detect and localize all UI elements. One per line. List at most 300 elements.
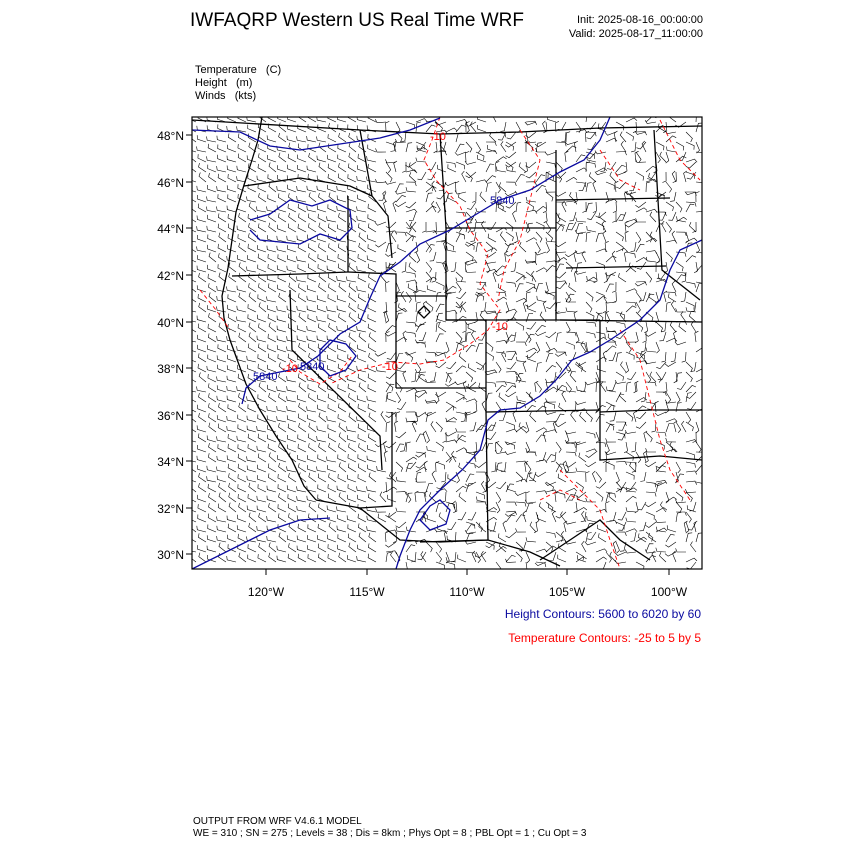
wind-barb — [616, 152, 627, 156]
wind-barb — [277, 336, 286, 342]
wind-barb — [239, 503, 246, 512]
wind-barb — [348, 114, 356, 123]
wind-barb — [328, 174, 336, 182]
wind-barb — [475, 219, 486, 223]
wind-barb — [516, 502, 526, 507]
wind-barb — [207, 136, 217, 142]
wind-barb — [287, 245, 296, 252]
wind-barb — [218, 365, 226, 372]
wind-barb — [319, 193, 327, 202]
wind-barb — [278, 484, 286, 492]
wind-barb — [375, 222, 386, 225]
wind-barb — [198, 405, 206, 412]
wind-barb — [426, 231, 437, 235]
wind-barb — [358, 514, 366, 522]
wind-barb — [687, 402, 696, 409]
wind-barb — [288, 445, 296, 452]
wind-barb — [208, 333, 216, 342]
wind-barb — [357, 266, 366, 272]
wind-barb — [686, 302, 694, 310]
lon-label: 100°W — [650, 585, 688, 599]
wind-barb — [197, 386, 207, 392]
wind-barb — [439, 513, 446, 523]
wind-barb — [647, 172, 656, 180]
wind-barb — [267, 536, 276, 542]
wind-barb — [491, 462, 496, 472]
wind-barb — [606, 502, 610, 513]
wind-barb — [328, 554, 336, 562]
wind-barb — [646, 512, 654, 520]
wind-barb — [218, 145, 226, 153]
wind-barb — [327, 365, 336, 372]
wind-barb — [347, 376, 356, 382]
wind-barb — [199, 413, 206, 422]
wind-barb — [579, 453, 586, 462]
wind-barb — [218, 444, 226, 452]
wind-barbs — [187, 111, 708, 573]
wind-barb — [279, 533, 286, 542]
wind-barb — [348, 495, 357, 502]
wind-barb — [652, 422, 657, 432]
wind-barb — [309, 473, 316, 482]
wind-barb — [269, 543, 276, 553]
wind-barb — [209, 413, 217, 422]
wind-barb — [446, 406, 456, 412]
wind-barb — [238, 415, 246, 422]
wind-barb — [406, 232, 413, 241]
wind-barb — [237, 286, 246, 292]
wind-barb — [327, 416, 336, 422]
wind-barb — [656, 372, 661, 383]
wind-barb — [606, 182, 614, 190]
wind-barb — [199, 393, 207, 402]
wind-barb — [466, 462, 475, 468]
wind-barb — [456, 162, 464, 169]
wind-barb — [536, 148, 546, 152]
wind-barb — [500, 232, 506, 243]
wind-barb — [565, 431, 576, 434]
wind-barb — [347, 435, 356, 442]
wind-barb — [239, 553, 246, 562]
wind-barb — [682, 272, 686, 282]
wind-barb — [664, 291, 667, 302]
wind-barb — [229, 483, 236, 492]
wind-barb — [427, 446, 436, 452]
wind-barb — [207, 366, 216, 372]
wind-barb — [466, 172, 472, 182]
wind-barb — [367, 156, 376, 162]
wind-barb — [208, 324, 216, 332]
wind-barb — [337, 306, 346, 312]
wind-barb — [229, 493, 236, 502]
wind-barb — [307, 206, 316, 212]
wind-barb — [606, 312, 610, 323]
wind-barb — [348, 254, 356, 263]
wind-barb — [259, 513, 266, 522]
wind-barb — [546, 242, 550, 253]
wind-barb — [586, 332, 595, 338]
wind-barb — [686, 471, 697, 475]
wind-barb — [317, 205, 326, 212]
wind-barb — [228, 535, 236, 542]
wind-barb — [656, 322, 663, 332]
wind-barb — [299, 383, 306, 392]
wind-barb — [386, 442, 396, 448]
wind-barb — [383, 302, 387, 313]
wind-barb — [619, 273, 627, 282]
wind-barb — [359, 533, 366, 542]
wind-barb — [358, 495, 367, 502]
wind-barb — [278, 504, 286, 512]
wind-barb — [346, 277, 356, 283]
wind-barb — [368, 185, 376, 192]
wind-barb — [466, 412, 471, 422]
wind-barb — [349, 143, 356, 153]
wind-barb — [267, 415, 276, 422]
wind-barb — [339, 163, 347, 172]
wind-barb — [596, 557, 607, 562]
wind-barb — [527, 322, 536, 329]
wind-barb — [666, 424, 673, 433]
wind-barb — [446, 418, 456, 422]
wind-barb — [197, 135, 206, 142]
wind-barb — [327, 506, 336, 513]
wind-barb — [684, 171, 687, 182]
wind-barb — [513, 211, 517, 222]
wind-barb — [576, 342, 586, 348]
wind-barb — [415, 491, 419, 502]
wind-barb — [396, 462, 403, 472]
wind-barb — [486, 542, 494, 550]
wind-barb — [288, 204, 296, 212]
wind-barb — [596, 212, 606, 218]
wind-barb — [695, 331, 699, 342]
wind-barb — [268, 195, 276, 203]
wind-barb — [571, 411, 576, 422]
wind-barb — [328, 164, 336, 172]
wind-barb — [396, 527, 406, 532]
wind-barb — [406, 388, 417, 392]
wind-barb — [618, 512, 626, 520]
wind-barb — [391, 552, 397, 563]
wind-barb — [277, 265, 286, 272]
wind-barb — [576, 442, 580, 452]
wind-barb — [626, 352, 634, 360]
wind-barb — [207, 546, 216, 552]
wind-barb — [198, 294, 206, 302]
wind-barb — [634, 411, 637, 422]
wind-barb — [530, 412, 536, 422]
wind-barb — [569, 283, 576, 292]
wind-barb — [217, 415, 226, 422]
wind-barb — [328, 294, 336, 302]
wind-barb — [358, 293, 366, 302]
wind-barb — [507, 362, 516, 369]
temperature-legend: Temperature Contours: -25 to 5 by 5 — [508, 631, 701, 645]
wind-barb — [585, 452, 596, 458]
wind-barb — [357, 216, 366, 222]
wind-barb — [655, 482, 666, 486]
wind-barb — [396, 412, 400, 422]
wind-barb — [456, 282, 461, 293]
wind-barb — [369, 473, 376, 482]
wind-barb — [526, 422, 529, 433]
wind-barb — [348, 454, 356, 462]
wind-barb — [207, 156, 217, 162]
wind-barb — [586, 533, 592, 543]
wind-barb — [646, 432, 652, 442]
wind-barb — [455, 152, 466, 155]
wind-barb — [348, 125, 356, 133]
wind-barb — [198, 154, 206, 162]
wind-barb — [656, 548, 666, 552]
wind-barb — [228, 355, 237, 362]
wind-barb — [349, 413, 356, 422]
wind-barb — [268, 254, 276, 262]
wind-barb — [639, 522, 646, 531]
wind-barb — [556, 492, 565, 498]
wind-barb — [406, 292, 411, 303]
wind-barb — [593, 202, 597, 213]
wind-barb — [227, 185, 236, 192]
wind-barb — [626, 306, 636, 312]
wind-barb — [436, 462, 444, 469]
wind-barb — [478, 332, 486, 340]
wind-barb — [329, 523, 336, 533]
wind-barb — [259, 543, 266, 552]
wind-barb — [445, 382, 456, 386]
wind-barb — [278, 225, 286, 232]
wind-barb — [198, 364, 206, 372]
wind-barb — [456, 232, 464, 239]
wind-barb — [439, 323, 447, 332]
wind-barb — [391, 231, 396, 242]
wind-barb — [207, 436, 216, 443]
wind-barb — [349, 153, 356, 162]
wind-barb — [636, 422, 646, 428]
wind-barb — [287, 236, 296, 242]
wind-barb — [319, 273, 326, 282]
wind-barb — [217, 296, 226, 302]
height-legend: Height Contours: 5600 to 6020 by 60 — [504, 607, 701, 621]
wind-barb — [506, 502, 516, 506]
wind-barb — [405, 162, 416, 167]
wind-barb — [626, 518, 636, 522]
wind-barb — [503, 521, 506, 532]
wind-barb — [576, 468, 586, 472]
wind-barb — [388, 395, 396, 402]
wind-barb — [555, 242, 566, 247]
wind-barb — [626, 472, 634, 480]
wind-barb — [626, 302, 636, 306]
wind-barb — [516, 202, 521, 212]
wind-barb — [586, 183, 592, 193]
wind-barb — [499, 393, 506, 402]
wind-barb — [298, 554, 306, 562]
field-temperature: Temperature (C) — [195, 64, 282, 76]
wind-barb — [287, 136, 296, 142]
wind-barb — [277, 306, 286, 312]
model-version: OUTPUT FROM WRF V4.6.1 MODEL — [193, 816, 362, 827]
wind-barb — [466, 142, 472, 152]
wind-barb — [646, 522, 657, 528]
wind-barb — [586, 412, 592, 422]
wind-barb — [476, 344, 483, 353]
wind-barb — [586, 312, 594, 320]
wind-barb — [646, 251, 657, 254]
wind-barb — [208, 215, 217, 222]
wind-barb — [656, 142, 664, 150]
wind-barb — [595, 172, 606, 175]
wind-barb — [586, 449, 597, 452]
wind-barb — [383, 482, 387, 493]
wind-barb — [227, 455, 236, 462]
wind-barb — [426, 193, 432, 202]
wind-barb — [686, 522, 689, 533]
wind-barb — [208, 525, 216, 533]
wind-barb — [287, 386, 296, 392]
wind-barb — [277, 165, 286, 172]
wind-barb — [671, 301, 676, 312]
wind-barb — [375, 179, 386, 183]
wind-barb — [197, 226, 206, 232]
wind-barb — [606, 493, 612, 502]
wind-barb — [676, 422, 681, 433]
wind-barb — [620, 392, 627, 402]
wind-barb — [626, 507, 636, 512]
wind-barb — [227, 365, 236, 372]
wind-barb — [380, 492, 386, 502]
wind-barb — [257, 176, 266, 182]
wind-barb — [368, 114, 376, 122]
wind-barb — [677, 382, 686, 389]
wind-barb — [696, 242, 700, 253]
wind-barb — [616, 532, 626, 536]
wind-barb — [197, 255, 206, 262]
wind-barb — [237, 346, 246, 352]
wind-barb — [209, 313, 217, 322]
wind-barb — [328, 223, 336, 232]
wind-barb — [339, 443, 347, 452]
wind-barb — [666, 438, 676, 442]
wind-barb — [526, 552, 530, 563]
wind-barb — [247, 416, 256, 422]
wind-barb — [466, 332, 471, 342]
model-info — [193, 816, 586, 840]
wind-barb — [404, 562, 407, 573]
wind-barb — [445, 432, 456, 436]
wind-barb — [536, 175, 545, 182]
wind-barb — [587, 132, 597, 139]
wind-barb — [296, 276, 306, 282]
wind-barb — [197, 246, 207, 252]
wind-barb — [197, 456, 206, 462]
wind-barb — [279, 123, 286, 132]
wind-barb — [686, 385, 696, 392]
wind-barb — [625, 222, 636, 227]
wind-barb — [317, 436, 326, 442]
wind-barb — [676, 502, 682, 512]
wind-barb — [546, 366, 556, 373]
wind-barb — [470, 422, 476, 431]
wind-barb — [442, 492, 446, 502]
wind-barb — [577, 555, 586, 562]
wind-barb — [227, 256, 236, 262]
wind-barb — [198, 533, 206, 542]
wind-barb — [473, 402, 477, 413]
wind-barb — [416, 472, 421, 482]
wind-barb — [308, 524, 316, 532]
wind-barb — [635, 332, 638, 343]
field-height: Height (m) — [195, 77, 253, 89]
wind-barb — [479, 523, 486, 532]
wind-barb — [339, 133, 346, 142]
wind-barb — [338, 515, 346, 522]
wind-barb — [616, 248, 627, 252]
wind-barb — [328, 394, 336, 402]
wind-barb — [317, 535, 326, 542]
wind-barb — [546, 189, 557, 193]
wind-barb — [535, 332, 546, 336]
wind-barb — [358, 464, 366, 473]
wind-barb — [368, 304, 376, 312]
wind-barb — [349, 263, 356, 272]
wind-barb — [308, 124, 316, 132]
wind-barb — [665, 362, 676, 367]
wind-barb — [227, 396, 236, 402]
wind-barb — [655, 412, 666, 416]
wind-barb — [526, 182, 537, 186]
wind-barb — [368, 404, 376, 412]
wind-barb — [646, 382, 656, 386]
wind-barb — [238, 424, 246, 432]
wind-barb — [385, 512, 396, 517]
wind-barb — [466, 525, 475, 532]
wind-barb — [396, 432, 406, 438]
wind-barb — [636, 232, 641, 243]
wind-barb — [615, 181, 619, 192]
wind-barb — [666, 136, 676, 142]
wind-barb — [368, 384, 376, 392]
wind-barb — [547, 115, 556, 122]
wind-barb — [208, 374, 216, 382]
wind-barb — [208, 514, 216, 522]
wind-barb — [676, 262, 683, 271]
wind-barb — [689, 312, 696, 322]
wind-barb — [626, 529, 637, 532]
wind-barb — [318, 474, 326, 482]
wind-barb — [237, 306, 246, 312]
wind-barb — [368, 343, 376, 352]
wind-barb — [218, 244, 226, 252]
wind-barb — [297, 186, 306, 192]
wind-barb — [298, 224, 306, 232]
wind-barb — [626, 289, 637, 292]
wind-barb — [546, 332, 556, 338]
wind-barb — [386, 326, 396, 333]
wind-barb — [496, 385, 506, 392]
wind-barb — [269, 503, 277, 512]
wind-barb — [338, 455, 346, 463]
wind-barb — [466, 474, 474, 482]
wind-barb — [627, 372, 636, 380]
wind-barb — [396, 508, 406, 512]
wind-barb — [278, 354, 286, 362]
wind-barb — [357, 326, 366, 332]
wind-barb — [375, 119, 386, 123]
wind-barb — [691, 302, 696, 312]
wind-barb — [415, 340, 426, 344]
